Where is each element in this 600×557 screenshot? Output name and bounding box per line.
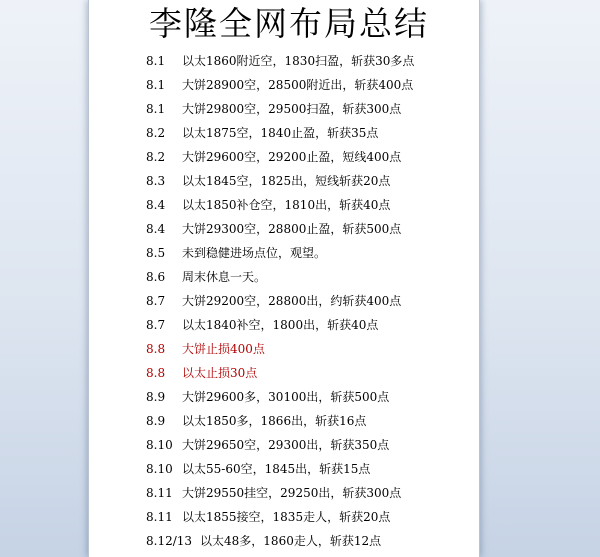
entry-row	[146, 507, 390, 527]
entry-date: 8.2	[146, 126, 166, 140]
entry-date: 8.12/13	[146, 534, 193, 548]
entry-row	[146, 315, 378, 335]
entry-text: 周末休息一天。	[182, 270, 267, 284]
entry-date: 8.7	[146, 318, 166, 332]
entry-date: 8.1	[146, 78, 166, 92]
entry-row	[146, 147, 401, 167]
entry-date: 8.1	[146, 102, 166, 116]
entry-text: 以太55-60空，1845出，斩获15点	[182, 462, 371, 476]
entry-date: 8.10	[146, 438, 173, 452]
entry-text: 以太1850补仓空，1810出，斩获40点	[182, 198, 391, 212]
entry-date: 8.1	[146, 54, 166, 68]
entry-text: 以太48多，1860走人，斩获12点	[200, 534, 382, 548]
entry-text: 大饼29550挂空，29250出，斩获300点	[182, 486, 402, 500]
entry-row	[146, 435, 389, 455]
entry-date: 8.7	[146, 294, 166, 308]
entry-date: 8.6	[146, 270, 166, 284]
entry-row	[146, 411, 366, 431]
entry-date: 8.10	[146, 462, 173, 476]
entry-text: 大饼止损400点	[182, 342, 265, 356]
entry-text: 大饼29800空，29500扫盈，斩获300点	[182, 102, 402, 116]
entry-text: 未到稳健进场点位，观望。	[182, 246, 327, 260]
entry-row	[146, 75, 413, 95]
document-title: 李隆全网布局总结	[149, 4, 429, 43]
entry-text: 大饼29200空，28800出，约斩获400点	[182, 294, 402, 308]
entry-text: 以太1850多，1866出，斩获16点	[182, 414, 367, 428]
document-page	[89, 0, 479, 557]
entry-text: 大饼29600多，30100出，斩获500点	[182, 390, 390, 404]
entry-text: 以太1840补空，1800出，斩获40点	[182, 318, 379, 332]
entry-date: 8.9	[146, 390, 166, 404]
entry-text: 大饼29300空，28800止盈，斩获500点	[182, 222, 402, 236]
entry-text: 以太1855接空，1835走人，斩获20点	[182, 510, 391, 524]
entry-date: 8.11	[146, 486, 173, 500]
entry-text: 大饼29650空，29300出，斩获350点	[182, 438, 390, 452]
entry-text: 以太1860附近空，1830扫盈，斩获30多点	[182, 54, 415, 68]
entry-row	[146, 291, 401, 311]
entry-text: 以太止损30点	[182, 366, 258, 380]
entry-date: 8.2	[146, 150, 166, 164]
entry-row	[146, 267, 266, 287]
entry-date: 8.9	[146, 414, 166, 428]
entry-row	[146, 243, 326, 263]
entry-date: 8.8	[146, 366, 166, 380]
entry-row	[146, 459, 370, 479]
entry-row	[146, 99, 401, 119]
entry-date: 8.5	[146, 246, 166, 260]
entry-date: 8.11	[146, 510, 173, 524]
entry-row	[146, 339, 265, 359]
entry-row	[146, 387, 389, 407]
entry-row	[146, 483, 401, 503]
entry-row	[146, 363, 257, 383]
entry-date: 8.8	[146, 342, 166, 356]
entry-text: 以太1875空，1840止盈，斩获35点	[182, 126, 379, 140]
entry-text: 大饼28900空，28500附近出，斩获400点	[182, 78, 414, 92]
entry-text: 大饼29600空，29200止盈，短线400点	[182, 150, 402, 164]
entry-text: 以太1845空，1825出，短线斩获20点	[182, 174, 391, 188]
entry-date: 8.4	[146, 198, 166, 212]
entry-row	[146, 123, 378, 143]
entry-row	[146, 171, 390, 191]
entry-date: 8.3	[146, 174, 166, 188]
entry-row	[146, 195, 390, 215]
entry-row	[146, 219, 401, 239]
entry-row	[146, 51, 414, 71]
entry-row	[146, 531, 381, 551]
entry-date: 8.4	[146, 222, 166, 236]
